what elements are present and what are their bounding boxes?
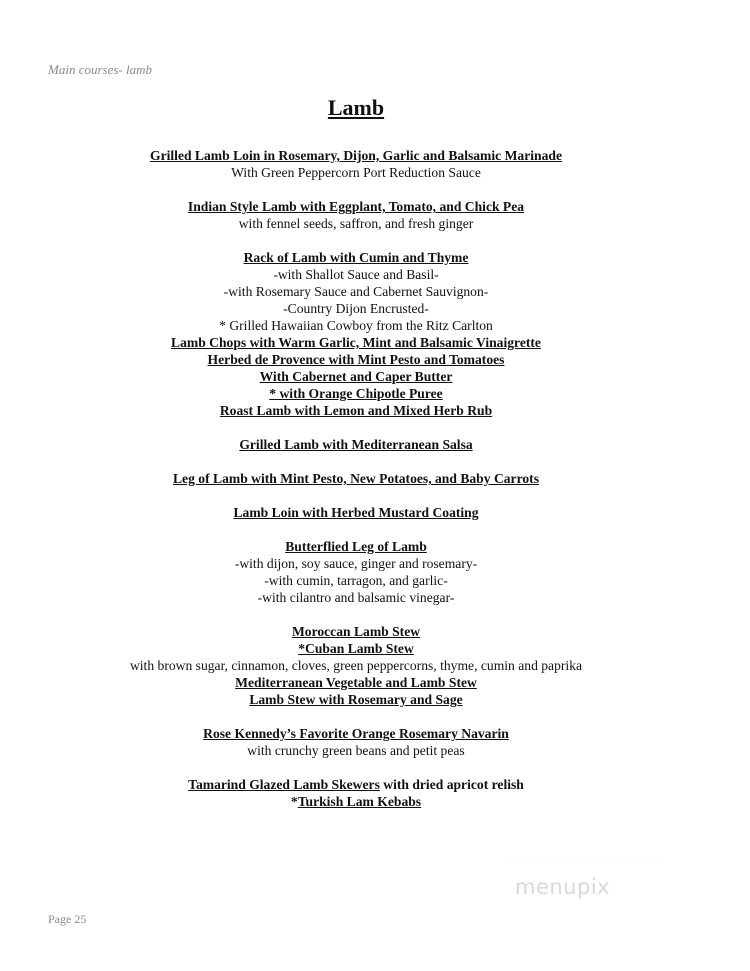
menu-item-turkish <box>0 793 712 810</box>
menu-item-title: Lamb Chops with Warm Garlic, Mint and Balsamic Vinaigrette <box>171 335 541 350</box>
menu-item-title: Leg of Lamb with Mint Pesto, New Potatoes, and Baby Carrots <box>172 471 539 486</box>
spacer <box>0 181 712 198</box>
menu-item-description: with brown sugar, cinnamon, cloves, green peppercorns, thyme, cumin and paprika <box>129 658 583 673</box>
menu-item-title: Indian Style Lamb with Eggplant, Tomato, and Chick Pea <box>187 199 525 214</box>
menu-item-title: Rose Kennedy’s Favorite Orange Rosemary Navarin <box>203 726 509 741</box>
menu-item-title: Herbed de Provence with Mint Pesto and Tomatoes <box>207 352 505 367</box>
menu-item-description: -Country Dijon Encrusted- <box>283 301 429 316</box>
menu-item-title: Lamb Stew with Rosemary and Sage <box>249 692 463 707</box>
menu-list <box>0 147 712 810</box>
spacer <box>0 759 712 776</box>
menu-item-description: with dried apricot relish <box>379 777 524 792</box>
menu-item-title: Butterflied Leg of Lamb <box>285 539 427 554</box>
menu-item-tamarind <box>0 776 712 793</box>
menu-item-title: *Cuban Lamb Stew <box>298 641 414 656</box>
section-header: Main courses- lamb <box>48 62 152 77</box>
page-number: Page 25 <box>48 912 87 926</box>
menu-item-title: Grilled Lamb Loin in Rosemary, Dijon, Garlic and Balsamic Marinade <box>150 148 562 163</box>
menu-item-description: -with Rosemary Sauce and Cabernet Sauvignon- <box>223 284 489 299</box>
page-title: Lamb <box>327 95 385 120</box>
spacer <box>0 419 712 436</box>
menu-item-description: -with cumin, tarragon, and garlic- <box>264 573 448 588</box>
menu-item-description: With Green Peppercorn Port Reduction Sauce <box>231 165 481 180</box>
menupix-watermark-logo: menupix <box>515 875 611 899</box>
menu-item-description: -with cilantro and balsamic vinegar- <box>257 590 455 605</box>
menu-item-title: Tamarind Glazed Lamb Skewers <box>188 777 380 792</box>
menu-item-title: With Cabernet and Caper Butter <box>259 369 453 384</box>
asterisk-marker: * <box>290 794 298 809</box>
menu-item-title: Moroccan Lamb Stew <box>291 624 421 639</box>
menu-item-description: -with dijon, soy sauce, ginger and rosemary- <box>234 556 478 571</box>
spacer <box>0 521 712 538</box>
menu-item-description: -with Shallot Sauce and Basil- <box>273 267 439 282</box>
menu-item-title: Rack of Lamb with Cumin and Thyme <box>243 250 469 265</box>
spacer <box>0 487 712 504</box>
menu-item-description: * Grilled Hawaiian Cowboy from the Ritz Carlton <box>219 318 493 333</box>
menu-item-description: with fennel seeds, saffron, and fresh ginger <box>238 216 474 231</box>
watermark-divider <box>510 860 660 862</box>
spacer <box>0 232 712 249</box>
menu-item-title: Roast Lamb with Lemon and Mixed Herb Rub <box>219 403 493 418</box>
menu-item-description: with crunchy green beans and petit peas <box>247 743 465 758</box>
spacer <box>0 606 712 623</box>
menu-item-title: * with Orange Chipotle Puree <box>269 386 443 401</box>
spacer <box>0 453 712 470</box>
menu-item-title: Grilled Lamb with Mediterranean Salsa <box>239 437 473 452</box>
menu-item-title: Mediterranean Vegetable and Lamb Stew <box>235 675 477 690</box>
menu-item-title: Turkish Lam Kebabs <box>297 794 422 809</box>
menu-item-title: Lamb Loin with Herbed Mustard Coating <box>233 505 479 520</box>
spacer <box>0 708 712 725</box>
